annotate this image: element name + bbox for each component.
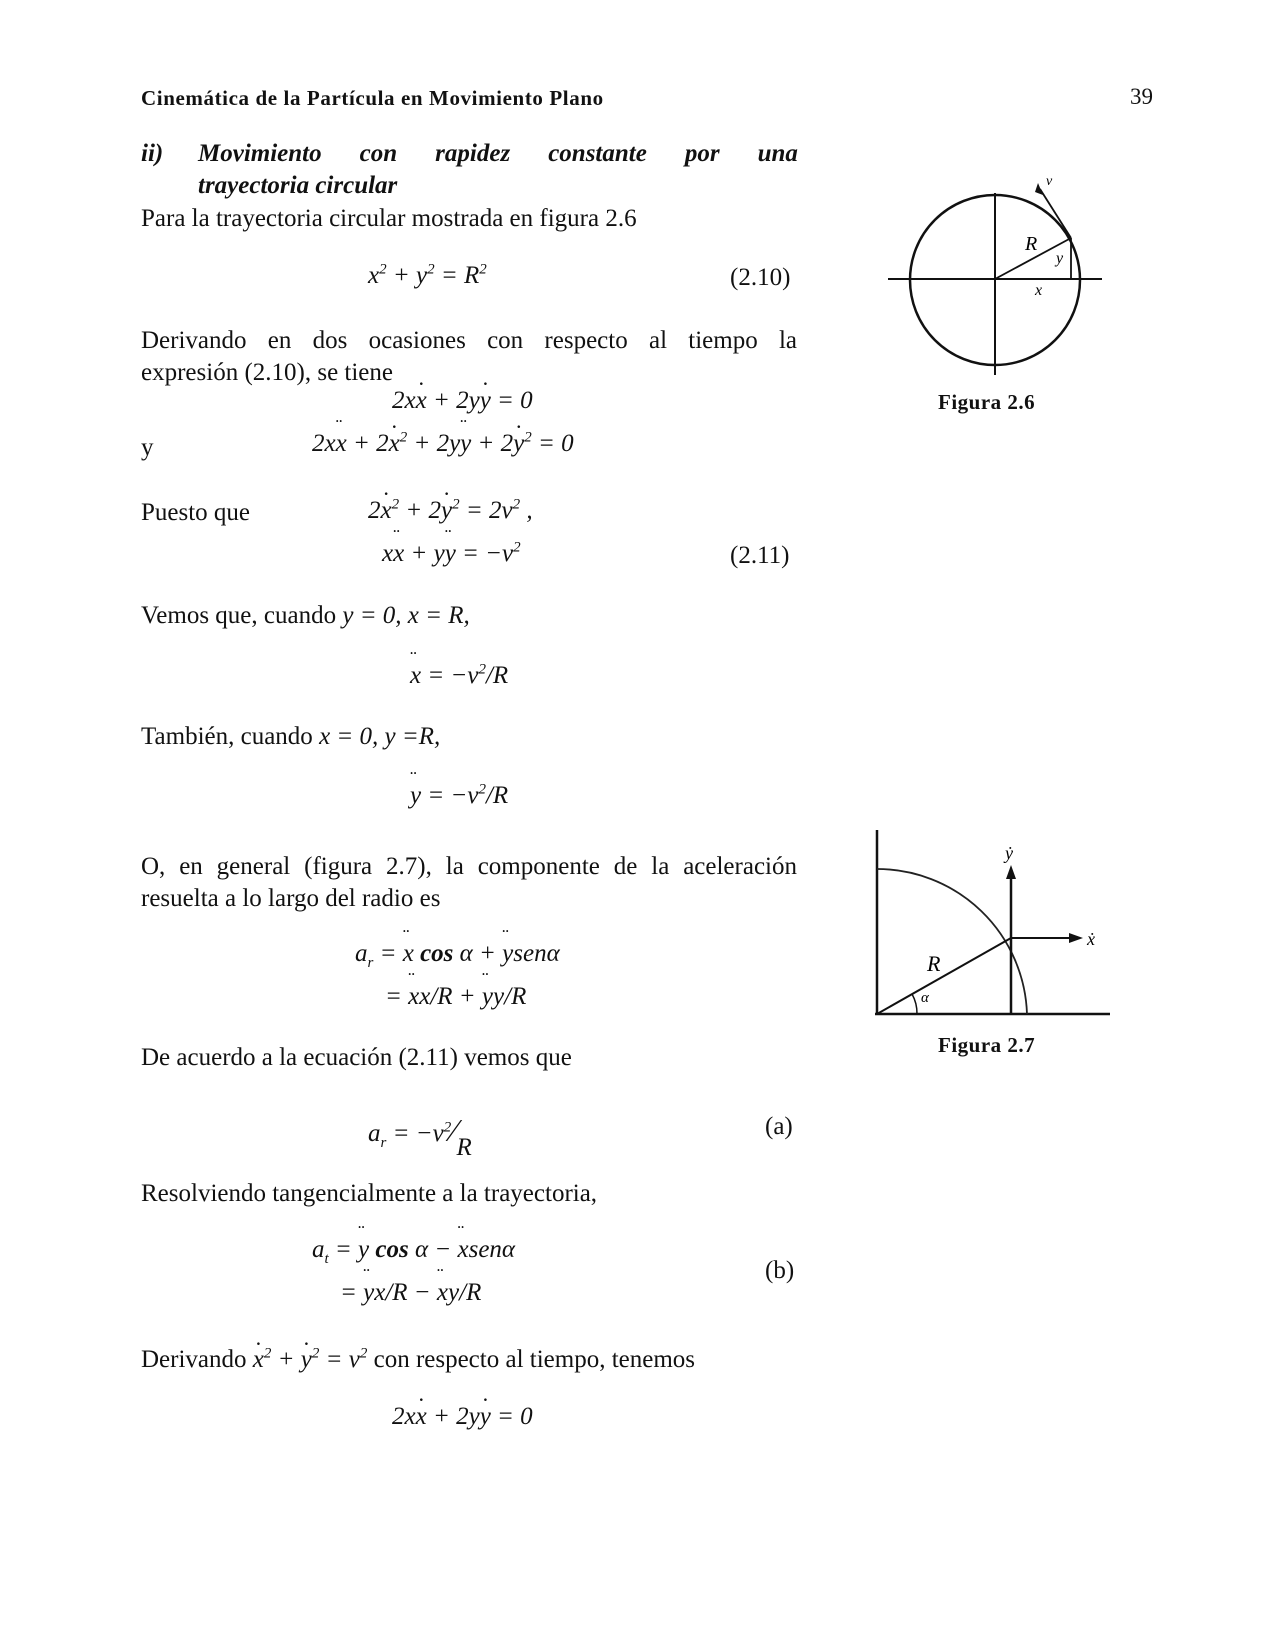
equation-radial-accel-2: = x ¨x/R + y ¨y/R	[385, 983, 526, 1011]
fig27-label-R: R	[927, 951, 941, 976]
fig27-label-alpha: α	[921, 990, 929, 1006]
conjunction-y: y	[141, 434, 154, 461]
equation-first-derivative: 2xx · + 2yy · = 0	[392, 387, 533, 415]
paragraph-2-line1: Derivando en dos ocasiones con respecto al tiempo la	[141, 327, 797, 354]
fig26-label-x: x	[1035, 282, 1043, 299]
title-word: Movimiento	[198, 140, 322, 167]
equation-speed: $2x \cdot^2 + 2y \cdot^2 = 2v^2$ ,	[368, 497, 533, 525]
paragraph-1: Para la trayectoria circular mostrada en figura 2.6	[141, 205, 637, 232]
fig26-label-R: R	[1025, 233, 1038, 255]
figure-2-7	[865, 825, 1115, 1025]
fig27-label-ydot: ẏ	[1005, 843, 1013, 863]
paragraph-8-pre: Derivando	[141, 1346, 247, 1373]
equation-radial-accel: $a_r = x$ ¨ cos α + y ¨senα	[355, 940, 560, 968]
paragraph-4	[141, 721, 440, 753]
equation-b-number: (b)	[765, 1257, 795, 1284]
paragraph-7: Resolviendo tangencialmente a la trayectoria,	[141, 1180, 598, 1207]
page-number: 39	[1130, 84, 1153, 109]
equation-2-11-number: (2.11)	[730, 542, 790, 569]
paragraph-6: De acuerdo a la ecuación (2.11) vemos que	[141, 1044, 572, 1071]
paragraph-8	[141, 1344, 695, 1376]
paragraph-3-text: Vemos que, cuando	[141, 602, 337, 629]
title-word: rapidez	[435, 140, 511, 167]
equation-a-number: (a)	[765, 1113, 793, 1140]
equation-last: 2xx · + 2yy · = 0	[392, 1403, 533, 1431]
fig26-label-v: v	[1046, 174, 1053, 189]
title-word: por	[684, 140, 720, 167]
title-word: constante	[548, 140, 647, 167]
paragraph-4-text: También, cuando	[141, 723, 313, 750]
figure-2-7-caption: Figura 2.7	[938, 1033, 1036, 1057]
equation-yddot: y ¨ = $-v^2/R$	[410, 782, 508, 810]
section-title-line1	[198, 140, 798, 168]
equation-2-11: xx ¨ + yy ¨ = $-v^2$	[382, 540, 521, 568]
fig27-label-xdot: ẋ	[1087, 929, 1095, 949]
paragraph-8-math: $x \cdot^2 + y \cdot^2 = v^2$	[253, 1346, 368, 1373]
section-title-line2: trayectoria circular	[198, 172, 398, 199]
title-word: con	[359, 140, 398, 167]
equation-tangential-accel-2: = y ¨x/R − x ¨y/R	[340, 1279, 481, 1307]
equation-2-10-number: (2.10)	[730, 264, 791, 291]
equation-a: $a_r$ = $-v^2⁄R$	[368, 1112, 472, 1161]
paragraph-2-line2: expresión (2.10), se tiene	[141, 359, 394, 386]
section-label: ii)	[141, 140, 164, 167]
equation-2-10: $x^2 + y^2 = R^2$	[368, 261, 487, 289]
paragraph-5-line1: O, en general (figura 2.7), la componente de la aceleración	[141, 853, 797, 880]
figure-2-6-caption: Figura 2.6	[938, 390, 1036, 414]
title-word: una	[757, 140, 798, 167]
paragraph-3-math: y = 0, x = R,	[342, 602, 470, 629]
puesto-que: Puesto que	[141, 499, 251, 526]
paragraph-4-math: x = 0, y =R,	[319, 723, 441, 750]
fig26-label-y: y	[1056, 250, 1064, 267]
paragraph-3	[141, 600, 470, 632]
running-header: Cinemática de la Partícula en Movimiento Plano	[141, 86, 604, 110]
equation-tangential-accel: $a_t = y$ ¨ cos α − x ¨senα	[312, 1236, 515, 1264]
paragraph-8-post: con respecto al tiempo, tenemos	[373, 1346, 696, 1373]
figure-2-6	[880, 165, 1110, 390]
equation-xddot: x ¨ = $-v^2/R$	[410, 662, 508, 690]
equation-second-derivative: 2xx ¨ + 2x ·$^2$ + 2yy ¨ + 2y ·$^2$ = 0	[312, 430, 574, 458]
paragraph-5-line2: resuelta a lo largo del radio es	[141, 885, 441, 912]
